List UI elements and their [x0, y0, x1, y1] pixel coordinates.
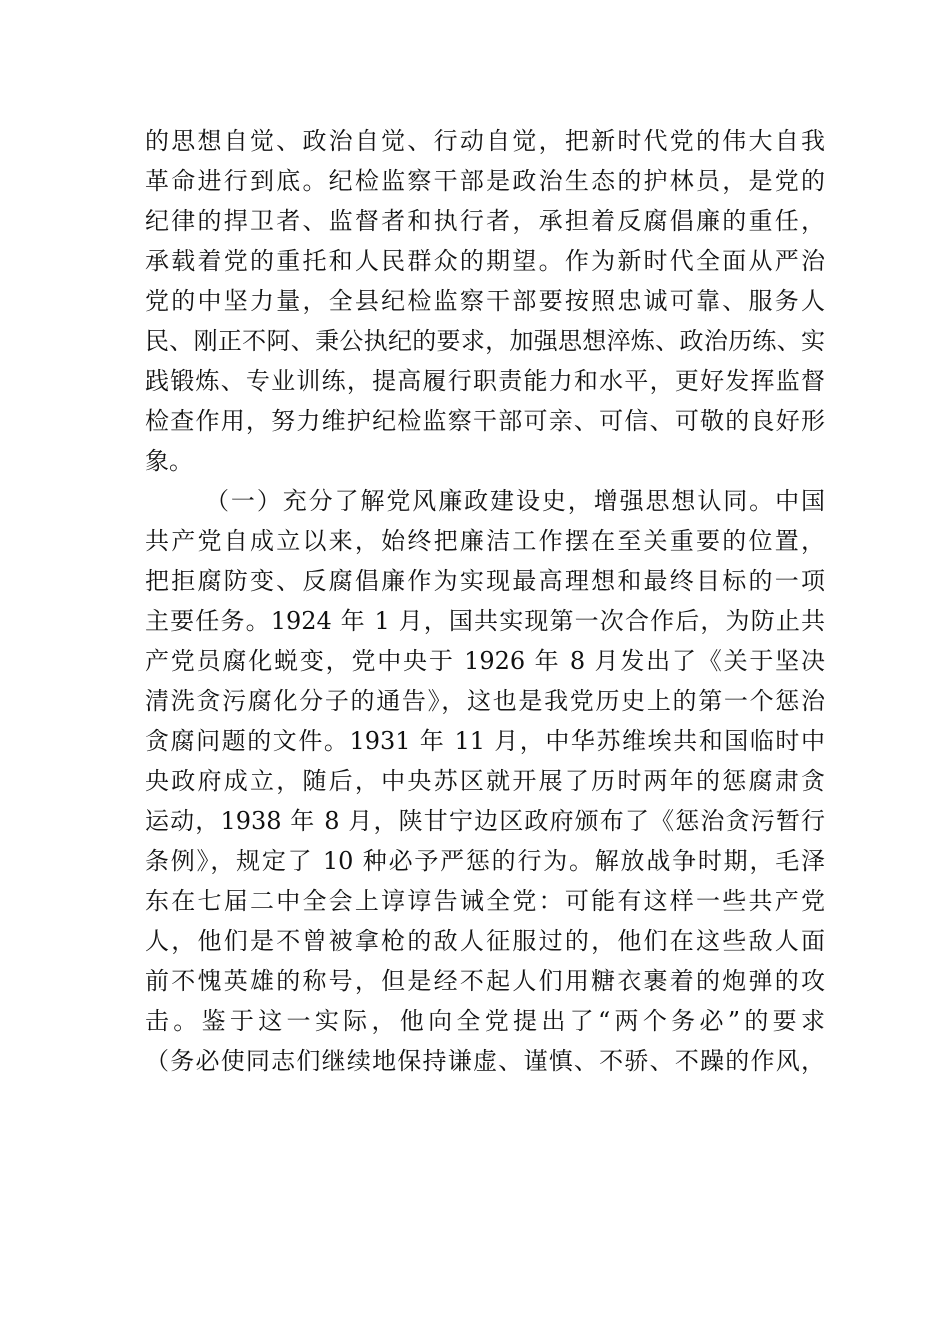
text-line: 贪腐问题的文件。1931 年 11 月，中华苏维埃共和国临时中 — [145, 727, 825, 755]
text-line: 东在七届二中全会上谆谆告诫全党：可能有这样一些共产党 — [145, 887, 825, 915]
text-line: 把拒腐防变、反腐倡廉作为实现最高理想和最终目标的一项 — [145, 567, 825, 595]
text-line-indented: （一）充分了解党风廉政建设史，增强思想认同。中国 — [205, 487, 825, 515]
text-line: 践锻炼、专业训练，提高履行职责能力和水平，更好发挥监督 — [145, 367, 825, 395]
text-line: 运动，1938 年 8 月，陕甘宁边区政府颁布了《惩治贪污暂行 — [145, 807, 825, 835]
text-line: 共产党自成立以来，始终把廉洁工作摆在至关重要的位置， — [145, 527, 825, 555]
text-line: （务必使同志们继续地保持谦虚、谨慎、不骄、不躁的作风， — [145, 1047, 825, 1075]
paragraph-1 — [145, 121, 825, 481]
text-line: 主要任务。1924 年 1 月，国共实现第一次合作后，为防止共 — [145, 607, 825, 635]
text-line: 民、刚正不阿、秉公执纪的要求，加强思想淬炼、政治历练、实 — [145, 327, 825, 355]
text-line: 产党员腐化蜕变，党中央于 1926 年 8 月发出了《关于坚决 — [145, 647, 825, 675]
text-line: 的思想自觉、政治自觉、行动自觉，把新时代党的伟大自我 — [145, 127, 825, 155]
text-line: 检查作用，努力维护纪检监察干部可亲、可信、可敬的良好形 — [145, 407, 825, 435]
text-line: 前不愧英雄的称号，但是经不起人们用糖衣裹着的炮弹的攻 — [145, 967, 825, 995]
paragraph-2 — [145, 481, 825, 1081]
text-line: 人，他们是不曾被拿枪的敌人征服过的，他们在这些敌人面 — [145, 927, 825, 955]
text-line-last: 象。 — [145, 447, 193, 475]
text-line: 革命进行到底。纪检监察干部是政治生态的护林员，是党的 — [145, 167, 825, 195]
text-line: 党的中坚力量，全县纪检监察干部要按照忠诚可靠、服务人 — [145, 287, 825, 315]
text-line: 条例》，规定了 10 种必予严惩的行为。解放战争时期，毛泽 — [145, 847, 825, 875]
body-text — [145, 121, 825, 1081]
text-line: 击。鉴于这一实际，他向全党提出了“两个务必”的要求 — [145, 1007, 825, 1035]
text-line: 央政府成立，随后，中央苏区就开展了历时两年的惩腐肃贪 — [145, 767, 825, 795]
text-line: 纪律的捍卫者、监督者和执行者，承担着反腐倡廉的重任， — [145, 207, 825, 235]
text-line: 承载着党的重托和人民群众的期望。作为新时代全面从严治 — [145, 247, 825, 275]
text-line: 清洗贪污腐化分子的通告》，这也是我党历史上的第一个惩治 — [145, 687, 825, 715]
